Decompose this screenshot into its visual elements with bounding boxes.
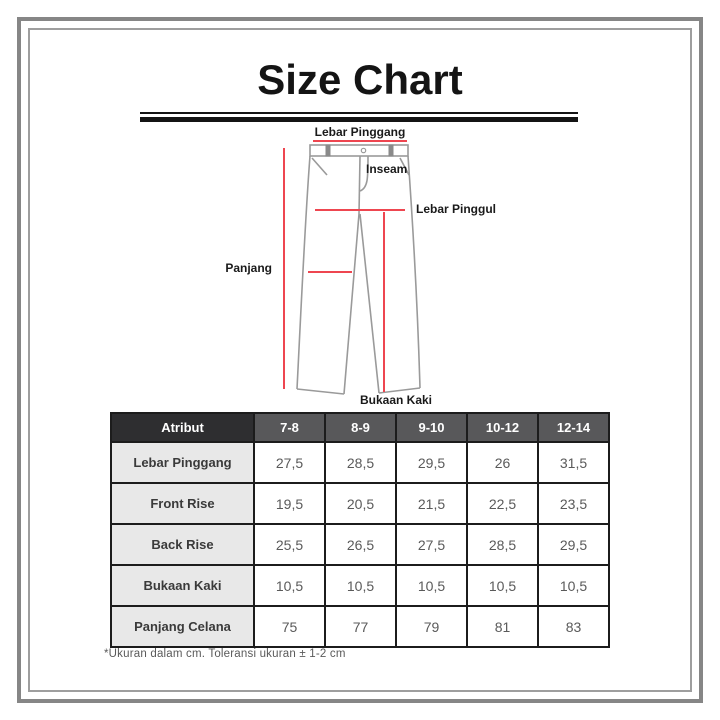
row-label: Panjang Celana [111,606,254,647]
cell-value: 25,5 [254,524,325,565]
page-title: Size Chart [257,56,463,103]
cell-value: 31,5 [538,442,609,483]
belt-loops [326,145,394,157]
cell-value: 27,5 [396,524,467,565]
header-size-8-9: 8-9 [325,413,396,442]
header-size-12-14: 12-14 [538,413,609,442]
cell-value: 83 [538,606,609,647]
left-inner-seam [344,214,359,394]
cell-value: 81 [467,606,538,647]
hip-label: Lebar Pinggul [416,202,497,216]
cell-value: 10,5 [254,565,325,606]
cell-value: 19,5 [254,483,325,524]
cell-value: 10,5 [396,565,467,606]
fly-center-line [359,156,360,214]
cell-value: 75 [254,606,325,647]
cell-value: 22,5 [467,483,538,524]
cell-value: 21,5 [396,483,467,524]
cell-value: 26 [467,442,538,483]
right-outer-seam [408,156,420,388]
row-label: Front Rise [111,483,254,524]
table-row [111,483,609,524]
table-row [111,524,609,565]
row-label: Bukaan Kaki [111,565,254,606]
cell-value: 79 [396,606,467,647]
size-table-header-row [111,413,609,442]
pants-outline [297,145,420,394]
cell-value: 77 [325,606,396,647]
cell-value: 10,5 [538,565,609,606]
size-tolerance-footnote: *Ukuran dalam cm. Toleransi ukuran ± 1-2 cm [104,648,346,660]
cell-value: 26,5 [325,524,396,565]
cell-value: 23,5 [538,483,609,524]
cell-value: 28,5 [467,524,538,565]
inseam-label: Inseam [366,162,408,176]
row-label: Lebar Pinggang [111,442,254,483]
cell-value: 10,5 [467,565,538,606]
header-size-7-8: 7-8 [254,413,325,442]
header-size-9-10: 9-10 [396,413,467,442]
header-attribute: Atribut [111,413,254,442]
size-table [110,412,610,648]
header-size-10-12: 10-12 [467,413,538,442]
row-label: Back Rise [111,524,254,565]
cell-value: 27,5 [254,442,325,483]
belt-loop-right [389,145,394,157]
length-label: Panjang [225,261,272,275]
belt-loop-left [326,145,331,157]
cell-value: 28,5 [325,442,396,483]
cell-value: 10,5 [325,565,396,606]
waist-button [361,148,365,152]
left-hem [297,389,344,394]
left-pocket-line [312,158,327,175]
table-row [111,565,609,606]
leg-opening-label: Bukaan Kaki [359,393,433,407]
table-row [111,606,609,647]
cell-value: 29,5 [538,524,609,565]
cell-value: 29,5 [396,442,467,483]
waist-label: Lebar Pinggang [314,125,406,139]
right-inner-seam [360,214,379,393]
table-row [111,442,609,483]
cell-value: 20,5 [325,483,396,524]
